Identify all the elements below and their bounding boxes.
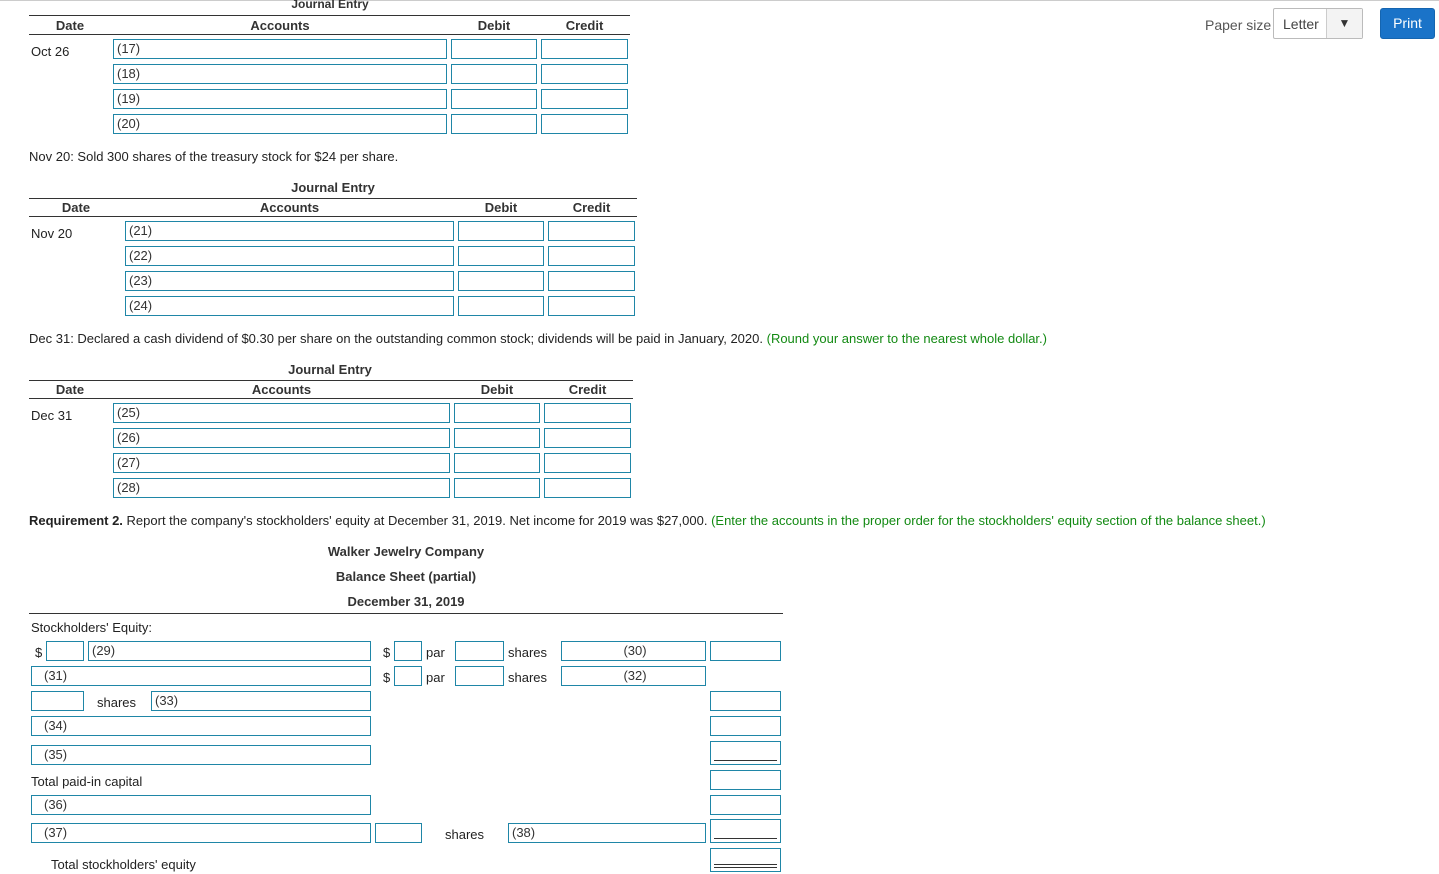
journal-title: Journal Entry [288,362,372,377]
account-input[interactable]: (17) [113,39,447,59]
par-label: par [426,670,445,685]
paper-size-value: Letter [1283,16,1319,32]
paper-size-label: Paper size [1205,17,1272,33]
account-input[interactable]: (35) [31,745,371,765]
debit-input[interactable] [454,453,540,473]
prompt-dec31 [29,331,1047,346]
requirement-2-text: Report the company's stockholders' equity at December 31, 2019. Net income for 2019 was $27,000. [126,513,708,528]
date-header: Date [61,200,91,215]
dollar-sign: $ [383,645,391,660]
account-input[interactable]: (33) [151,691,371,711]
shares-desc-input[interactable]: (30) [561,641,706,661]
header-bottom-rule [29,34,630,35]
requirement-2-label: Requirement 2. [29,513,123,528]
account-input[interactable]: (36) [31,795,371,815]
dollar-sign: $ [35,645,43,660]
amount-input[interactable] [710,741,781,765]
shares-label: shares [508,670,548,685]
shares-input[interactable] [455,641,504,661]
amount-input[interactable] [710,691,781,711]
accounts-header: Accounts [250,18,310,33]
credit-input[interactable] [544,453,631,473]
double-underline [714,864,777,868]
debit-input[interactable] [451,114,537,134]
credit-input[interactable] [541,39,628,59]
amount-input[interactable] [710,641,781,661]
credit-input[interactable] [548,271,635,291]
section-label: Stockholders' Equity: [31,620,152,635]
header-top-rule [29,380,633,381]
account-input[interactable]: (38) [508,823,706,843]
statement-rule [29,613,783,614]
print-button[interactable]: Print [1380,8,1435,39]
debit-header: Debit [484,200,518,215]
date-header: Date [55,18,85,33]
account-input[interactable]: (29) [88,641,371,661]
debit-input[interactable] [458,246,544,266]
credit-header: Credit [572,200,611,215]
credit-input[interactable] [544,403,631,423]
amount-input[interactable] [710,795,781,815]
credit-input[interactable] [548,246,635,266]
header-top-rule [29,198,637,199]
credit-header: Credit [568,382,607,397]
debit-input[interactable] [454,403,540,423]
accounts-header: Accounts [259,200,320,215]
debit-input[interactable] [451,64,537,84]
journal-title: Journal Entry [291,180,375,195]
total-amount-input[interactable] [710,848,781,872]
shares-input[interactable] [455,666,504,686]
requirement-2 [29,513,1266,528]
debit-input[interactable] [454,428,540,448]
account-input[interactable]: (26) [113,428,450,448]
total-se-label: Total stockholders' equity [51,857,196,872]
account-input[interactable]: (19) [113,89,447,109]
entry-date: Dec 31 [31,408,73,423]
shares-label: shares [445,827,485,842]
debit-header: Debit [480,382,514,397]
subtotal-underline [714,760,777,761]
journal-title: Journal Entry [291,0,369,11]
amount-input[interactable] [46,641,84,661]
credit-header: Credit [565,18,604,33]
account-input[interactable]: (37) [31,823,371,843]
account-input[interactable]: (24) [125,296,454,316]
shares-desc-input[interactable]: (32) [561,666,706,686]
prompt-dec31-note: (Round your answer to the nearest whole dollar.) [766,331,1047,346]
credit-input[interactable] [544,428,631,448]
amount-input[interactable] [710,770,781,790]
account-input[interactable]: (20) [113,114,447,134]
account-input[interactable]: (25) [113,403,450,423]
debit-input[interactable] [451,39,537,59]
statement-date: December 31, 2019 [347,594,465,609]
par-input[interactable] [394,641,422,661]
accounts-header: Accounts [251,382,312,397]
account-input[interactable]: (23) [125,271,454,291]
debit-header: Debit [477,18,511,33]
top-divider [0,0,1439,1]
credit-input[interactable] [541,114,628,134]
entry-date: Oct 26 [31,44,70,59]
account-input[interactable]: (22) [125,246,454,266]
subtotal-underline [714,838,777,839]
amount-input[interactable] [710,716,781,736]
company-name: Walker Jewelry Company [327,544,485,559]
credit-input[interactable] [548,221,635,241]
total-paid-in-label: Total paid-in capital [31,774,143,789]
credit-input[interactable] [548,296,635,316]
debit-input[interactable] [458,271,544,291]
debit-input[interactable] [451,89,537,109]
credit-input[interactable] [544,478,631,498]
header-bottom-rule [29,398,633,399]
paper-size-select[interactable] [1273,8,1363,39]
shares-count-input[interactable] [375,823,422,843]
account-input[interactable]: (28) [113,478,450,498]
requirement-2-note: (Enter the accounts in the proper order for the stockholders' equity section of the balance sheet.) [711,513,1266,528]
debit-input[interactable] [458,221,544,241]
shares-label: shares [97,695,137,710]
header-bottom-rule [29,216,637,217]
par-input[interactable] [394,666,422,686]
account-input[interactable]: (18) [113,64,447,84]
statement-title: Balance Sheet (partial) [335,569,477,584]
par-label: par [426,645,445,660]
account-input[interactable]: (34) [31,716,371,736]
amount-input[interactable] [710,819,781,843]
debit-input[interactable] [458,296,544,316]
header-top-rule [29,15,630,16]
account-input[interactable]: (21) [125,221,454,241]
dollar-sign: $ [383,670,391,685]
debit-input[interactable] [454,478,540,498]
credit-input[interactable] [541,64,628,84]
chevron-down-icon[interactable]: ▼ [1326,9,1362,38]
shares-count-input[interactable] [31,691,84,711]
account-input[interactable]: (27) [113,453,450,473]
date-header: Date [55,382,85,397]
credit-input[interactable] [541,89,628,109]
prompt-dec31-text: Dec 31: Declared a cash dividend of $0.30 per share on the outstanding common stock; dividends will be paid in January, 2020. [29,331,763,346]
account-input[interactable]: (31) [31,666,371,686]
prompt-nov20: Nov 20: Sold 300 shares of the treasury stock for $24 per share. [29,149,399,164]
shares-label: shares [508,645,548,660]
entry-date: Nov 20 [31,226,73,241]
